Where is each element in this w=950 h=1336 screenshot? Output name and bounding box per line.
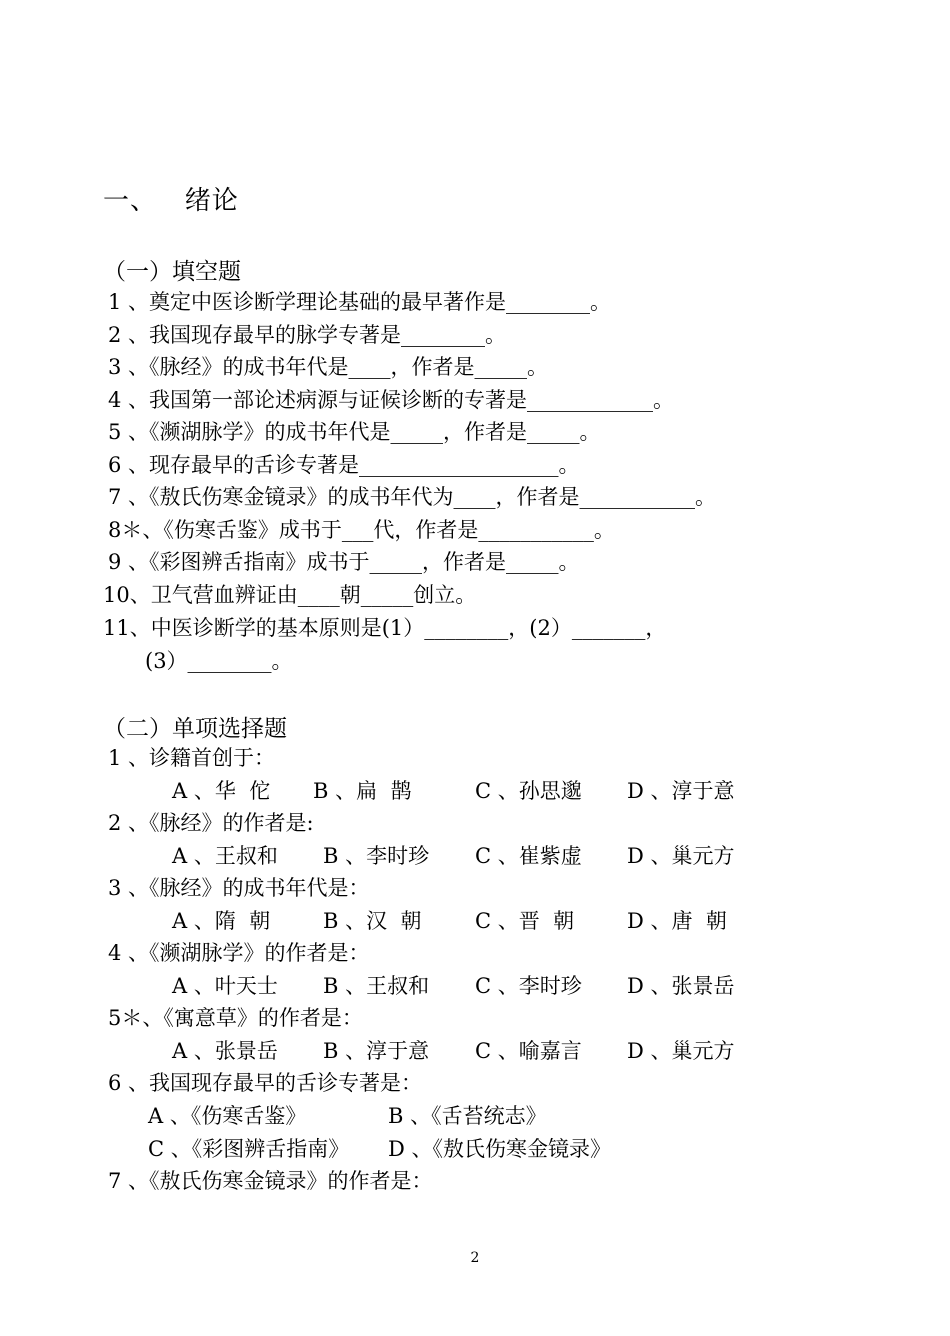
choice-option: A 、华 佗 xyxy=(172,779,271,803)
fill-item: 6 、现存最早的舌诊专著是___________________。 xyxy=(108,453,580,477)
choice-option: A 、张景岳 xyxy=(172,1039,278,1063)
choice-question: 5＊、《寓意草》的作者是： xyxy=(108,1006,363,1030)
fill-item: 8＊、《伤寒舌鉴》成书于___代，作者是___________。 xyxy=(108,518,615,542)
choice-option: A 、叶天士 xyxy=(172,974,278,998)
choice-option: D 、《敖氏伤寒金镜录》 xyxy=(388,1137,612,1161)
choice-question: 3 、《脉经》的成书年代是： xyxy=(108,876,370,900)
choice-option: D 、巢元方 xyxy=(627,844,735,868)
choice-option: D 、巢元方 xyxy=(627,1039,735,1063)
choice-option: A 、《伤寒舌鉴》 xyxy=(148,1104,307,1128)
choice-option: D 、张景岳 xyxy=(627,974,735,998)
choice-option: C 、喻嘉言 xyxy=(475,1039,582,1063)
choice-option: A 、隋 朝 xyxy=(172,909,271,933)
choice-option: C 、孙思邈 xyxy=(475,779,582,803)
choice-option: D 、淳于意 xyxy=(627,779,735,803)
fill-item: 11、中医诊断学的基本原则是(1）________，(2）_______， xyxy=(103,616,667,640)
fill-item: 3 、《脉经》的成书年代是____，作者是_____。 xyxy=(108,355,549,379)
choice-option: A 、王叔和 xyxy=(172,844,278,868)
fill-item: 7 、《敖氏伤寒金镜录》的成书年代为____，作者是___________。 xyxy=(108,485,717,509)
section-choice-heading: （二）单项选择题 xyxy=(103,716,287,742)
fill-item: 2 、我国现存最早的脉学专著是________。 xyxy=(108,323,507,347)
fill-item-continuation: (3）________。 xyxy=(145,649,293,673)
choice-option: C 、李时珍 xyxy=(475,974,582,998)
choice-option: B 、汉 朝 xyxy=(323,909,422,933)
choice-option: C 、晋 朝 xyxy=(475,909,575,933)
choice-question: 7 、《敖氏伤寒金镜录》的作者是： xyxy=(108,1169,433,1193)
choice-option: B 、李时珍 xyxy=(323,844,430,868)
choice-option: C 、《彩图辨舌指南》 xyxy=(148,1137,350,1161)
fill-item: 9 、《彩图辨舌指南》成书于_____，作者是_____。 xyxy=(108,550,580,574)
fill-item: 10、卫气营血辨证由____朝_____创立。 xyxy=(103,583,477,607)
choice-question: 1 、诊籍首创于： xyxy=(108,746,276,770)
page-number: 2 xyxy=(470,1250,480,1266)
choice-option: C 、崔紫虚 xyxy=(475,844,582,868)
choice-question: 4 、《濒湖脉学》的作者是： xyxy=(108,941,370,965)
choice-option: D 、唐 朝 xyxy=(627,909,727,933)
choice-option: B 、扁 鹊 xyxy=(313,779,412,803)
fill-item: 5 、《濒湖脉学》的成书年代是_____，作者是_____。 xyxy=(108,420,601,444)
choice-question: 6 、我国现存最早的舌诊专著是： xyxy=(108,1071,423,1095)
choice-option: B 、王叔和 xyxy=(323,974,430,998)
fill-item: 1 、奠定中医诊断学理论基础的最早著作是________。 xyxy=(108,290,612,314)
fill-item: 4 、我国第一部论述病源与证候诊断的专著是____________。 xyxy=(108,388,675,412)
section-fill-heading: （一）填空题 xyxy=(103,259,241,285)
choice-option: B 、淳于意 xyxy=(323,1039,430,1063)
chapter-title: 一、 绪论 xyxy=(103,186,239,216)
choice-option: B 、《舌苔统志》 xyxy=(388,1104,547,1128)
choice-question: 2 、《脉经》的作者是: xyxy=(108,811,314,835)
